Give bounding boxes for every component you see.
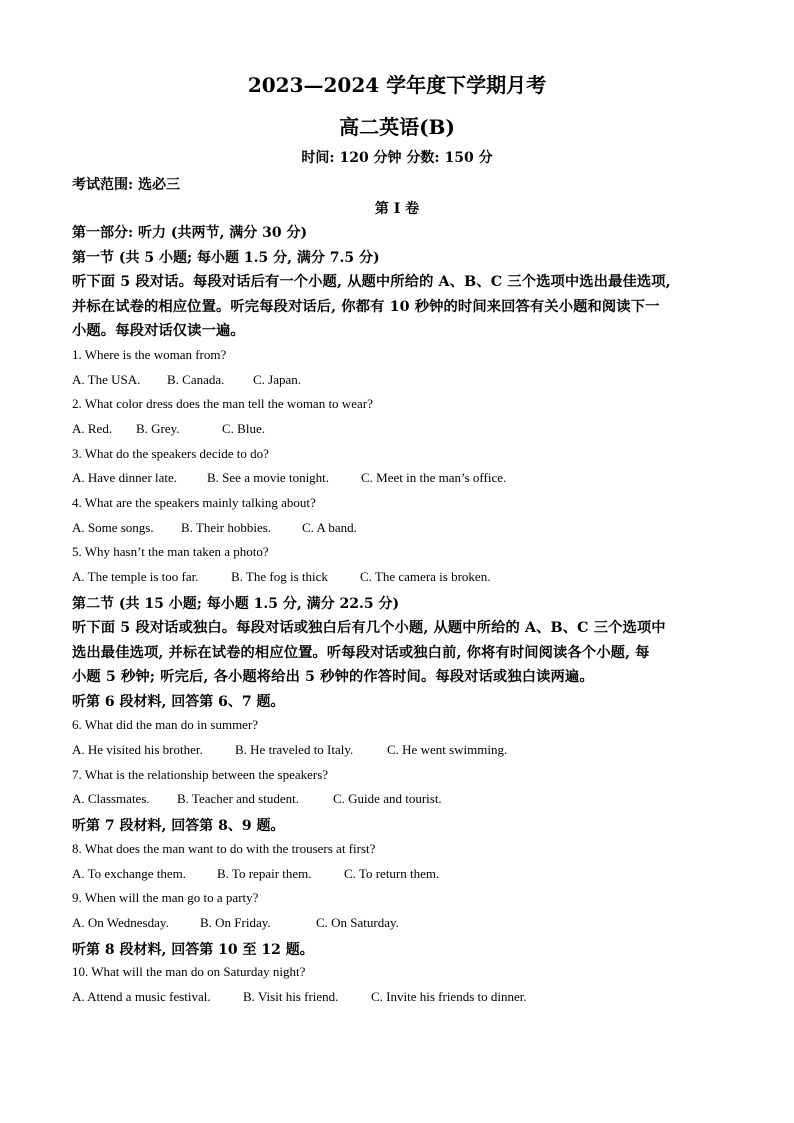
material-6-heading: 听第 6 段材料, 回答第 6、7 题。	[72, 694, 285, 710]
question-10-options	[72, 989, 527, 1005]
option-c: C. Japan.	[253, 372, 302, 387]
option-b: B. To repair them.	[217, 866, 312, 881]
question-3-options	[72, 470, 506, 486]
option-b: B. He traveled to Italy.	[235, 742, 354, 757]
question-7: 7. What is the relationship between the speakers?	[72, 767, 329, 782]
option-b: B. Canada.	[167, 372, 225, 387]
section2-title: 第二节 (共 15 小题; 每小题 1.5 分, 满分 22.5 分)	[72, 596, 400, 612]
section1-instruction-line: 听下面 5 段对话。每段对话后有一个小题, 从题中所给的 A、B、C 三个选项中选出最佳选项,	[72, 274, 671, 290]
question-3: 3. What do the speakers decide to do?	[72, 446, 269, 461]
option-c: C. To return them.	[344, 866, 440, 881]
option-b: B. The fog is thick	[231, 569, 328, 584]
question-9: 9. When will the man go to a party?	[72, 890, 259, 905]
option-a: A. Classmates.	[72, 791, 150, 806]
question-5: 5. Why hasn’t the man taken a photo?	[72, 544, 269, 559]
option-b: B. See a movie tonight.	[207, 470, 330, 485]
option-c: C. A band.	[302, 520, 357, 535]
section1-instruction-line: 小题。每段对话仅读一遍。	[72, 323, 245, 339]
section1-instruction-line: 并标在试卷的相应位置。听完每段对话后, 你都有 10 秒钟的时间来回答有关小题和阅读下一	[72, 299, 660, 315]
question-9-options	[72, 915, 399, 931]
option-a: A. He visited his brother.	[72, 742, 203, 757]
question-6: 6. What did the man do in summer?	[72, 717, 259, 732]
option-c: C. Invite his friends to dinner.	[371, 989, 527, 1004]
option-b: B. On Friday.	[200, 915, 271, 930]
question-8-options	[72, 866, 439, 882]
question-7-options	[72, 791, 442, 807]
section2-instruction-line: 听下面 5 段对话或独白。每段对话或独白后有几个小题, 从题中所给的 A、B、C 三个选项中	[72, 620, 666, 636]
option-a: A. Have dinner late.	[72, 470, 178, 485]
option-b: B. Their hobbies.	[181, 520, 272, 535]
question-5-options	[72, 569, 490, 585]
option-a: A. Some songs.	[72, 520, 154, 535]
option-c: C. Meet in the man’s office.	[361, 470, 507, 485]
option-a: A. Attend a music festival.	[72, 989, 211, 1004]
option-b: B. Grey.	[136, 421, 180, 436]
option-a: A. Red.	[72, 421, 113, 436]
option-c: C. On Saturday.	[316, 915, 399, 930]
question-1: 1. Where is the woman from?	[72, 347, 227, 362]
option-c: C. Blue.	[222, 421, 265, 436]
exam-subject: 高二英语(B)	[339, 115, 455, 139]
question-4: 4. What are the speakers mainly talking about?	[72, 495, 316, 510]
question-2-options	[72, 421, 265, 437]
exam-info: 时间: 120 分钟 分数: 150 分	[301, 150, 493, 166]
section2-instruction-line: 选出最佳选项, 并标在试卷的相应位置。听每段对话或独白前, 你将有时间阅读各个小题, 每	[72, 645, 650, 661]
question-2: 2. What color dress does the man tell the woman to wear?	[72, 396, 373, 411]
option-a: A. The temple is too far.	[72, 569, 199, 584]
part1-title: 第一部分: 听力 (共两节, 满分 30 分)	[72, 225, 308, 241]
material-7-heading: 听第 7 段材料, 回答第 8、9 题。	[72, 818, 285, 834]
option-c: C. The camera is broken.	[360, 569, 491, 584]
section2-instruction-line: 小题 5 秒钟; 听完后, 各小题将给出 5 秒钟的作答时间。每段对话或独白读两遍。	[72, 669, 594, 685]
option-a: A. On Wednesday.	[72, 915, 169, 930]
option-a: A. To exchange them.	[72, 866, 187, 881]
question-10: 10. What will the man do on Saturday night?	[72, 964, 306, 979]
option-a: A. The USA.	[72, 372, 141, 387]
exam-title: 2023—2024 学年度下学期月考	[247, 73, 547, 97]
question-4-options	[72, 520, 357, 536]
option-c: C. He went swimming.	[387, 742, 508, 757]
question-1-options	[72, 372, 301, 388]
material-8-heading: 听第 8 段材料, 回答第 10 至 12 题。	[72, 942, 314, 958]
exam-scope: 考试范围: 选必三	[72, 177, 181, 193]
question-8: 8. What does the man want to do with the trousers at first?	[72, 841, 376, 856]
option-b: B. Visit his friend.	[243, 989, 339, 1004]
question-6-options	[72, 742, 507, 758]
option-c: C. Guide and tourist.	[333, 791, 442, 806]
volume-heading: 第 I 卷	[374, 201, 420, 217]
option-b: B. Teacher and student.	[177, 791, 299, 806]
section1-title: 第一节 (共 5 小题; 每小题 1.5 分, 满分 7.5 分)	[72, 250, 380, 266]
